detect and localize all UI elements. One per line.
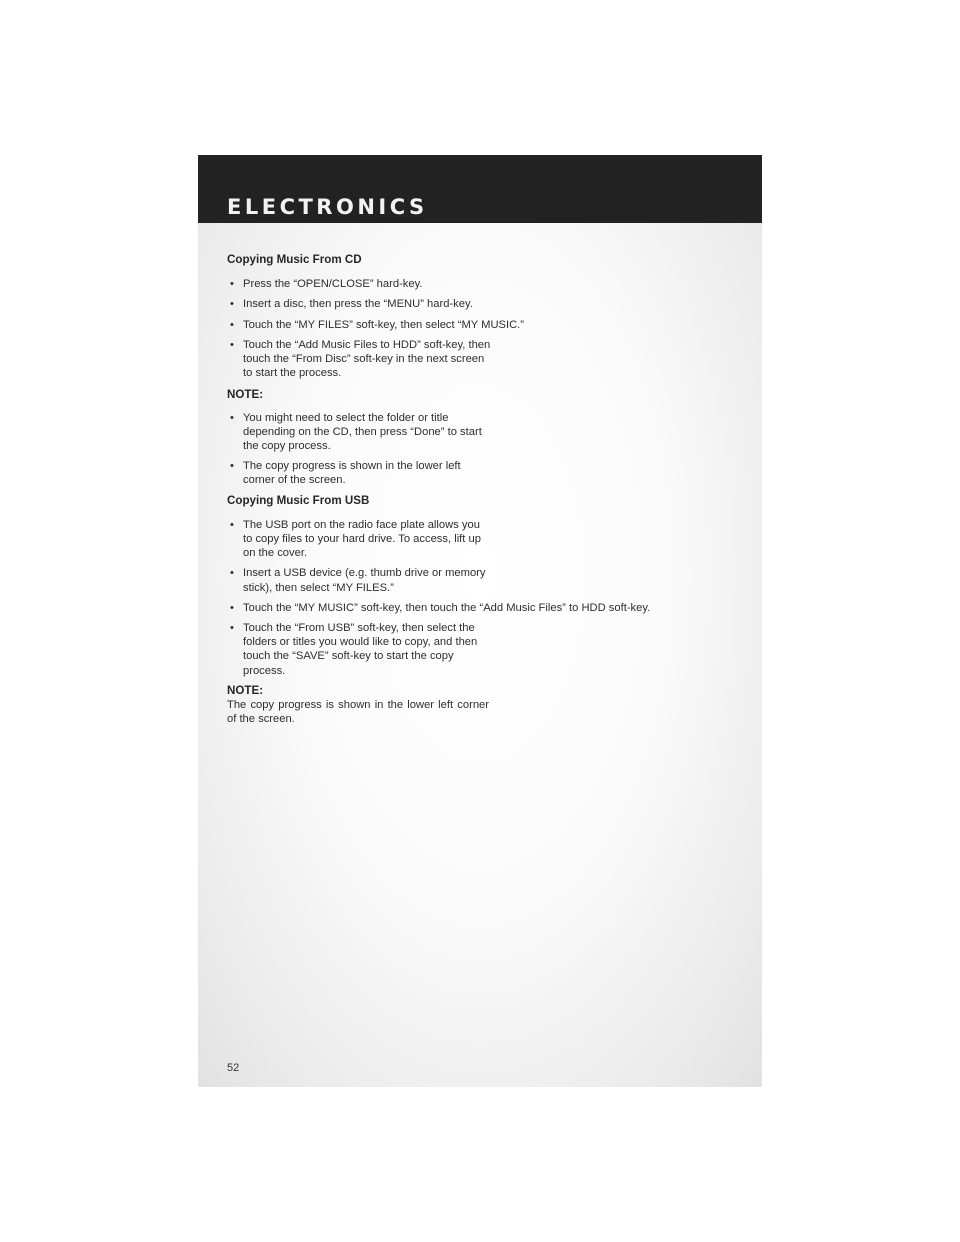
- section-header-bar: [198, 155, 762, 223]
- cd-notes-list: [227, 411, 747, 488]
- heading-copying-from-usb: Copying Music From USB: [227, 493, 370, 507]
- section-title: ELECTRONICS: [227, 195, 428, 219]
- heading-copying-from-cd: Copying Music From CD: [227, 253, 362, 266]
- bullet-icon: •: [230, 298, 234, 311]
- bullet-icon: •: [230, 622, 234, 635]
- bullet-icon: •: [230, 518, 234, 531]
- bullet-icon: •: [230, 278, 234, 291]
- bullet-icon: •: [230, 601, 234, 614]
- list-item: • You might need to select the folder or title depending on the CD, then press “Done” to start the copy process.: [230, 411, 482, 453]
- list-item: • Touch the “Add Music Files to HDD” soft-key, then touch the “From Disc” soft-key in the next screen to start the process.: [230, 338, 491, 380]
- list-item: • Insert a disc, then press the “MENU” hard-key.: [230, 298, 473, 311]
- list-item: • Touch the “MY FILES” soft-key, then select “MY MUSIC.”: [230, 318, 525, 331]
- bullet-icon: •: [230, 338, 234, 351]
- list-item: • The USB port on the radio face plate allows you to copy files to your hard drive. To access, lift up on the cover.: [230, 518, 481, 560]
- list-item: • Insert a USB device (e.g. thumb drive or memory stick), then select “MY FILES.”: [230, 567, 486, 594]
- page-content: [227, 253, 747, 726]
- list-item: • Press the “OPEN/CLOSE” hard-key.: [230, 278, 423, 291]
- list-item: • Touch the “From USB” soft-key, then select the folders or titles you would like to copy, and then touch the “SAVE” soft-key to start the copy process.: [230, 622, 478, 677]
- note-label-cd: NOTE:: [227, 388, 264, 402]
- bullet-icon: •: [230, 318, 234, 331]
- bullet-icon: •: [230, 460, 234, 473]
- note-label-usb: NOTE:: [227, 683, 264, 697]
- usb-steps-list: [227, 518, 747, 678]
- list-item: • Touch the “MY MUSIC” soft-key, then touch the “Add Music Files” to HDD soft-key.: [230, 601, 651, 614]
- bullet-icon: •: [230, 567, 234, 580]
- manual-page: [198, 155, 762, 1087]
- cd-steps-list: [227, 277, 747, 380]
- page-number: 52: [227, 1062, 240, 1074]
- bullet-icon: •: [230, 411, 234, 424]
- note-text-usb: The copy progress is shown in the lower left corner of the screen.: [227, 699, 489, 726]
- list-item: • The copy progress is shown in the lower left corner of the screen.: [230, 460, 461, 487]
